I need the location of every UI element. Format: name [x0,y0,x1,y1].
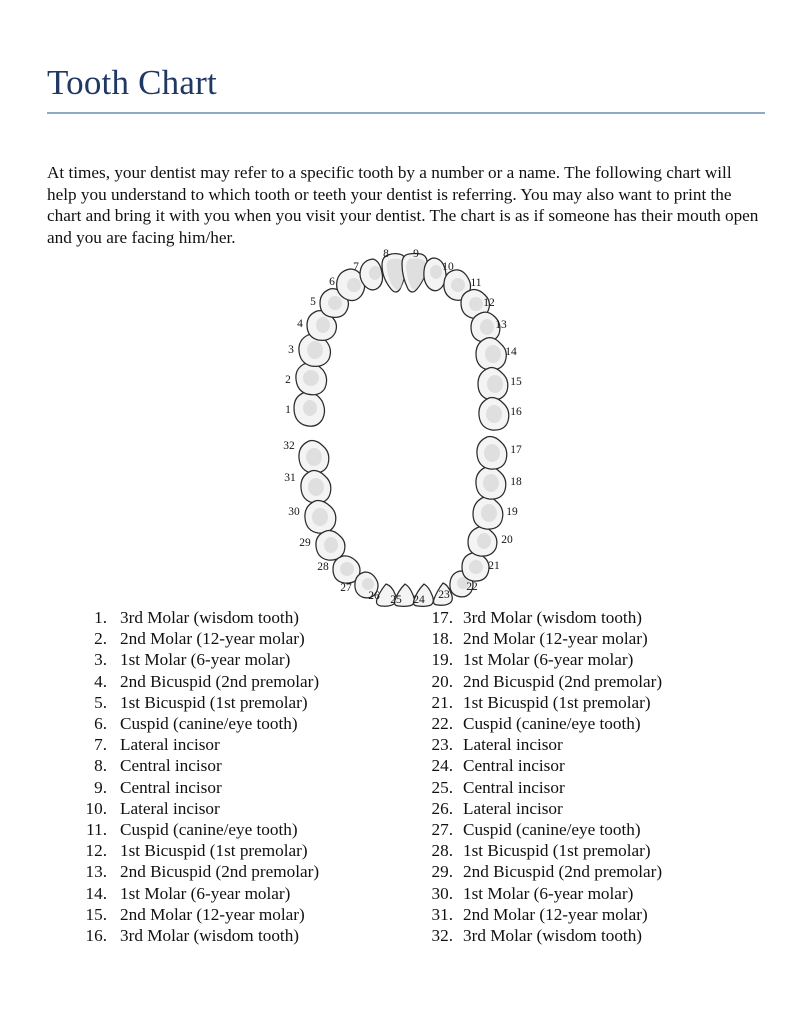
intro-paragraph: At times, your dentist may refer to a specific tooth by a number or a name. The following chart will help you understand to which tooth or teeth your dentist is referring. You may also want to print the chart and bring it with you when you visit your dentist. The chart is as if someone has their mouth open and you are facing him/her. [47,163,759,247]
tooth-number-4: 4 [297,318,303,330]
tooth-list-item-name: 3rd Molar (wisdom tooth) [120,608,300,627]
tooth-number-23: 23 [438,589,450,601]
tooth-list-item [423,755,759,776]
tooth-number-32: 32 [283,440,295,452]
tooth-list-item-name: Lateral incisor [463,735,563,755]
tooth-list-item [423,671,759,692]
tooth-list-item-number: 11. [86,820,107,840]
tooth-16 [479,398,509,431]
tooth-list-item-name: 2nd Molar (12-year molar) [463,904,648,924]
tooth-list-item [423,607,759,628]
tooth-list-item-number: 26. [431,798,453,818]
tooth-15 [478,368,508,401]
tooth-number-5: 5 [310,296,316,308]
tooth-list-item-number: 8. [94,756,107,776]
tooth-list-item-number: 5. [94,692,107,712]
tooth-list-item [423,861,759,882]
tooth-list-item-number: 32. [431,926,453,946]
tooth-list-item-number: 10. [85,798,107,818]
tooth-list-item [423,904,759,925]
tooth-list-item [77,734,403,755]
tooth-list-item [423,692,759,713]
tooth-list-item [77,840,403,861]
tooth-list-item-name: 1st Bicuspid (1st premolar) [463,692,651,712]
tooth-number-26: 26 [368,590,380,602]
tooth-19 [473,497,503,530]
tooth-list-item-name: 3rd Molar (wisdom tooth) [463,926,643,946]
tooth-list-item-name: 1st Molar (6-year molar) [463,650,634,670]
tooth-number-17: 17 [510,444,522,456]
tooth-number-9: 9 [413,248,419,260]
tooth-number-30: 30 [288,506,300,518]
title-divider [47,112,765,114]
tooth-number-11: 11 [470,277,482,289]
tooth-17 [477,437,507,470]
tooth-number-3: 3 [288,344,294,356]
page-title: Tooth Chart [47,63,217,102]
tooth-list-item-name: Central incisor [463,777,565,797]
tooth-29 [316,531,345,561]
tooth-list-item [77,798,403,819]
tooth-list-item [77,649,403,670]
dental-arch-diagram [276,243,532,606]
tooth-list-item-name: Cuspid (canine/eye tooth) [463,820,641,840]
tooth-list-item-name: 1st Bicuspid (1st premolar) [463,841,651,861]
tooth-list-item-name: 2nd Bicuspid (2nd premolar) [463,671,663,691]
tooth-list-item-number: 21. [431,692,453,712]
tooth-list-item [77,777,403,798]
tooth-number-12: 12 [483,297,495,309]
tooth-number-7: 7 [353,261,359,273]
tooth-20 [468,527,497,557]
tooth-32 [299,441,329,474]
tooth-1 [294,392,325,426]
tooth-number-6: 6 [329,276,335,288]
tooth-list-item [423,628,759,649]
tooth-list-item-number: 3. [94,650,107,670]
tooth-list-item-number: 28. [431,841,453,861]
tooth-list-item [77,607,403,628]
tooth-list-left-column [47,607,403,946]
tooth-list-item-number: 25. [431,777,453,797]
tooth-list-item [423,840,759,861]
tooth-list-item-number: 1. [94,608,107,627]
tooth-list-item-number: 23. [431,735,453,755]
tooth-list-item-name: 2nd Bicuspid (2nd premolar) [120,671,320,691]
tooth-list-item-name: Lateral incisor [463,798,563,818]
tooth-list-item-name: Lateral incisor [120,798,220,818]
tooth-list-item [77,755,403,776]
tooth-list-item [423,798,759,819]
tooth-name-lists [47,607,759,946]
tooth-number-31: 31 [284,472,296,484]
tooth-list-item [77,904,403,925]
tooth-number-8: 8 [383,248,389,260]
upper-arch-group [285,248,522,430]
tooth-list-item-number: 18. [431,629,453,649]
tooth-list-item-number: 9. [94,777,107,797]
tooth-number-21: 21 [488,560,500,572]
tooth-number-28: 28 [317,561,329,573]
tooth-list-item-name: 1st Molar (6-year molar) [120,650,291,670]
tooth-list-item-name: 1st Bicuspid (1st premolar) [120,692,308,712]
tooth-list-item-name: 1st Molar (6-year molar) [120,883,291,903]
tooth-number-16: 16 [510,406,522,418]
tooth-number-25: 25 [390,594,402,606]
tooth-21 [462,553,489,581]
tooth-list-item-number: 16. [85,926,107,946]
tooth-list-right-column [403,607,759,946]
tooth-number-1: 1 [285,404,291,416]
tooth-list-item [77,861,403,882]
tooth-list-item-name: 2nd Molar (12-year molar) [120,904,305,924]
tooth-list-item-number: 31. [431,904,453,924]
tooth-list-item [77,628,403,649]
tooth-list-item-number: 6. [94,714,107,734]
tooth-list-item [423,925,759,946]
tooth-list-item-name: Lateral incisor [120,735,220,755]
tooth-list-item-name: 3rd Molar (wisdom tooth) [463,608,643,627]
tooth-number-10: 10 [442,261,454,273]
tooth-number-18: 18 [510,476,522,488]
tooth-number-2: 2 [285,374,291,386]
tooth-list-item [423,819,759,840]
tooth-list-item-name: 3rd Molar (wisdom tooth) [120,926,300,946]
tooth-list-item-name: 2nd Bicuspid (2nd premolar) [463,862,663,882]
tooth-list-item-number: 17. [431,608,453,627]
tooth-list-item [77,692,403,713]
tooth-list-item [77,925,403,946]
tooth-2 [296,363,327,395]
tooth-number-15: 15 [510,376,522,388]
title-block [47,62,765,114]
tooth-list-item-number: 29. [431,862,453,882]
tooth-number-22: 22 [466,581,478,593]
lower-arch-group [283,437,522,607]
tooth-list-item-name: Cuspid (canine/eye tooth) [120,714,298,734]
tooth-list-item-number: 22. [431,714,453,734]
tooth-list-item [77,671,403,692]
tooth-number-13: 13 [495,319,507,331]
tooth-list-item [77,883,403,904]
tooth-list-item-name: Cuspid (canine/eye tooth) [120,820,298,840]
tooth-14 [476,338,506,371]
tooth-31 [301,471,331,504]
tooth-list-item-number: 20. [431,671,453,691]
tooth-18 [476,467,506,500]
tooth-list-item-name: 2nd Molar (12-year molar) [463,629,648,649]
tooth-list-item [77,713,403,734]
tooth-list-item-number: 7. [94,735,107,755]
tooth-list-item [77,819,403,840]
tooth-number-24: 24 [413,594,425,606]
tooth-list-item-number: 2. [94,629,107,649]
tooth-number-20: 20 [501,534,513,546]
tooth-list-item-name: 1st Bicuspid (1st premolar) [120,841,308,861]
tooth-list-item-number: 13. [85,862,107,882]
tooth-number-27: 27 [340,582,352,594]
tooth-list-item-name: Central incisor [463,756,565,776]
tooth-list-item-number: 14. [85,883,107,903]
tooth-list-item-name: 2nd Bicuspid (2nd premolar) [120,862,320,882]
tooth-number-19: 19 [506,506,518,518]
tooth-list-item-name: 1st Molar (6-year molar) [463,883,634,903]
tooth-list-item [423,649,759,670]
tooth-list-item [423,777,759,798]
tooth-list-item-number: 24. [431,756,453,776]
tooth-list-item-name: Cuspid (canine/eye tooth) [463,714,641,734]
tooth-number-29: 29 [299,537,311,549]
tooth-number-14: 14 [505,346,517,358]
tooth-list-item [423,883,759,904]
tooth-list-item-name: 2nd Molar (12-year molar) [120,629,305,649]
tooth-list-item [423,713,759,734]
tooth-list-item-number: 15. [85,904,107,924]
tooth-list-item-number: 4. [94,671,107,691]
tooth-list-item-name: Central incisor [120,756,222,776]
tooth-list-item-name: Central incisor [120,777,222,797]
tooth-list-item-number: 27. [431,820,453,840]
tooth-list-item-number: 12. [85,841,107,861]
tooth-list-item-number: 19. [431,650,453,670]
tooth-list-item-number: 30. [431,883,453,903]
tooth-list-item [423,734,759,755]
tooth-30 [305,501,336,534]
